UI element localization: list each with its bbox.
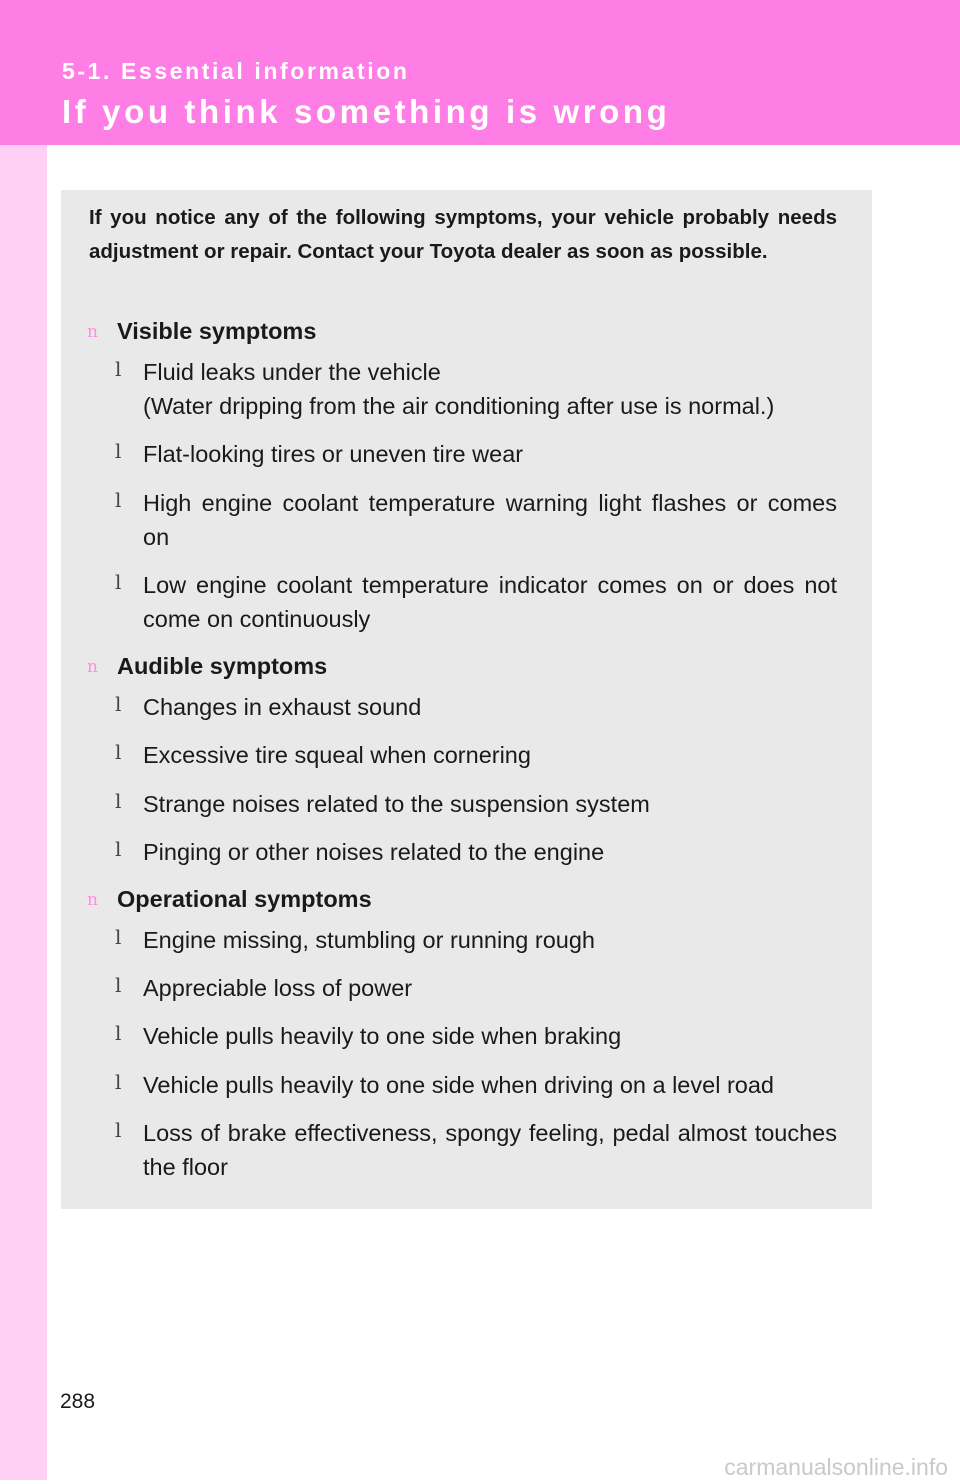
list-item-text: Changes in exhaust sound bbox=[143, 694, 422, 720]
list-item bbox=[115, 1068, 837, 1102]
bullet-marker-icon: l bbox=[115, 692, 122, 716]
page-number: 288 bbox=[60, 1390, 96, 1413]
bullet-marker-icon: l bbox=[115, 1021, 122, 1045]
list-item-text: Vehicle pulls heavily to one side when braking bbox=[143, 1023, 622, 1049]
list-item-text: Flat-looking tires or uneven tire wear bbox=[143, 441, 524, 467]
bullet-marker-icon: l bbox=[115, 1070, 122, 1094]
list-item-text: Low engine coolant temperature indicator comes on or does not come on continuously bbox=[143, 572, 837, 632]
list-item-text: Vehicle pulls heavily to one side when driving on a level road bbox=[143, 1072, 774, 1098]
bullet-marker-icon: l bbox=[115, 837, 122, 861]
list-item bbox=[115, 1116, 837, 1184]
bullet-marker-icon: l bbox=[115, 1118, 122, 1142]
list-item-text: Loss of brake effectiveness, spongy feeling, pedal almost touches the floor bbox=[143, 1120, 837, 1180]
bullet-marker-icon: l bbox=[115, 789, 122, 813]
symptoms-box bbox=[61, 190, 872, 1209]
bullet-marker-icon: l bbox=[115, 973, 122, 997]
bullet-marker-icon: l bbox=[115, 925, 122, 949]
list-item bbox=[115, 971, 837, 1005]
intro-paragraph: If you notice any of the following symptoms, your vehicle probably needs adjustment or repair. Contact your Toyota dealer as soon as possible. bbox=[89, 206, 837, 263]
heading-marker-icon: n bbox=[87, 657, 98, 677]
heading-marker-icon: n bbox=[87, 322, 98, 342]
heading-label: Visible symptoms bbox=[117, 318, 317, 344]
bullet-marker-icon: l bbox=[115, 439, 122, 463]
list-item-text: Pinging or other noises related to the engine bbox=[143, 839, 605, 865]
bullet-marker-icon: l bbox=[115, 357, 122, 381]
list-item bbox=[115, 355, 837, 423]
list-item-text: Appreciable loss of power bbox=[143, 975, 413, 1001]
bullet-marker-icon: l bbox=[115, 740, 122, 764]
heading-label: Operational symptoms bbox=[117, 886, 372, 912]
list-item bbox=[115, 437, 837, 471]
list-item-text: High engine coolant temperature warning light flashes or comes on bbox=[143, 490, 837, 550]
list-item-note: (Water dripping from the air conditioning after use is normal.) bbox=[143, 393, 775, 419]
heading-marker-icon: n bbox=[87, 890, 98, 910]
list-item bbox=[115, 1019, 837, 1053]
list-item-text: Fluid leaks under the vehicle bbox=[143, 359, 441, 385]
list-item-text: Engine missing, stumbling or running rough bbox=[143, 927, 595, 953]
list-item bbox=[115, 923, 837, 957]
bullet-marker-icon: l bbox=[115, 570, 122, 594]
list-item-text: Excessive tire squeal when cornering bbox=[143, 742, 531, 768]
list-item bbox=[115, 690, 837, 724]
list-item bbox=[115, 738, 837, 772]
list-item-text: Strange noises related to the suspension system bbox=[143, 791, 650, 817]
bullet-marker-icon: l bbox=[115, 488, 122, 512]
page-title: If you think something is wrong bbox=[62, 93, 671, 130]
heading-label: Audible symptoms bbox=[117, 653, 328, 679]
list-item bbox=[115, 835, 837, 869]
watermark: carmanualsonline.info bbox=[724, 1454, 948, 1480]
list-item bbox=[115, 568, 837, 636]
list-item bbox=[115, 486, 837, 554]
list-item bbox=[115, 787, 837, 821]
section-label: 5-1. Essential information bbox=[62, 58, 410, 84]
left-margin-strip bbox=[0, 145, 47, 1480]
